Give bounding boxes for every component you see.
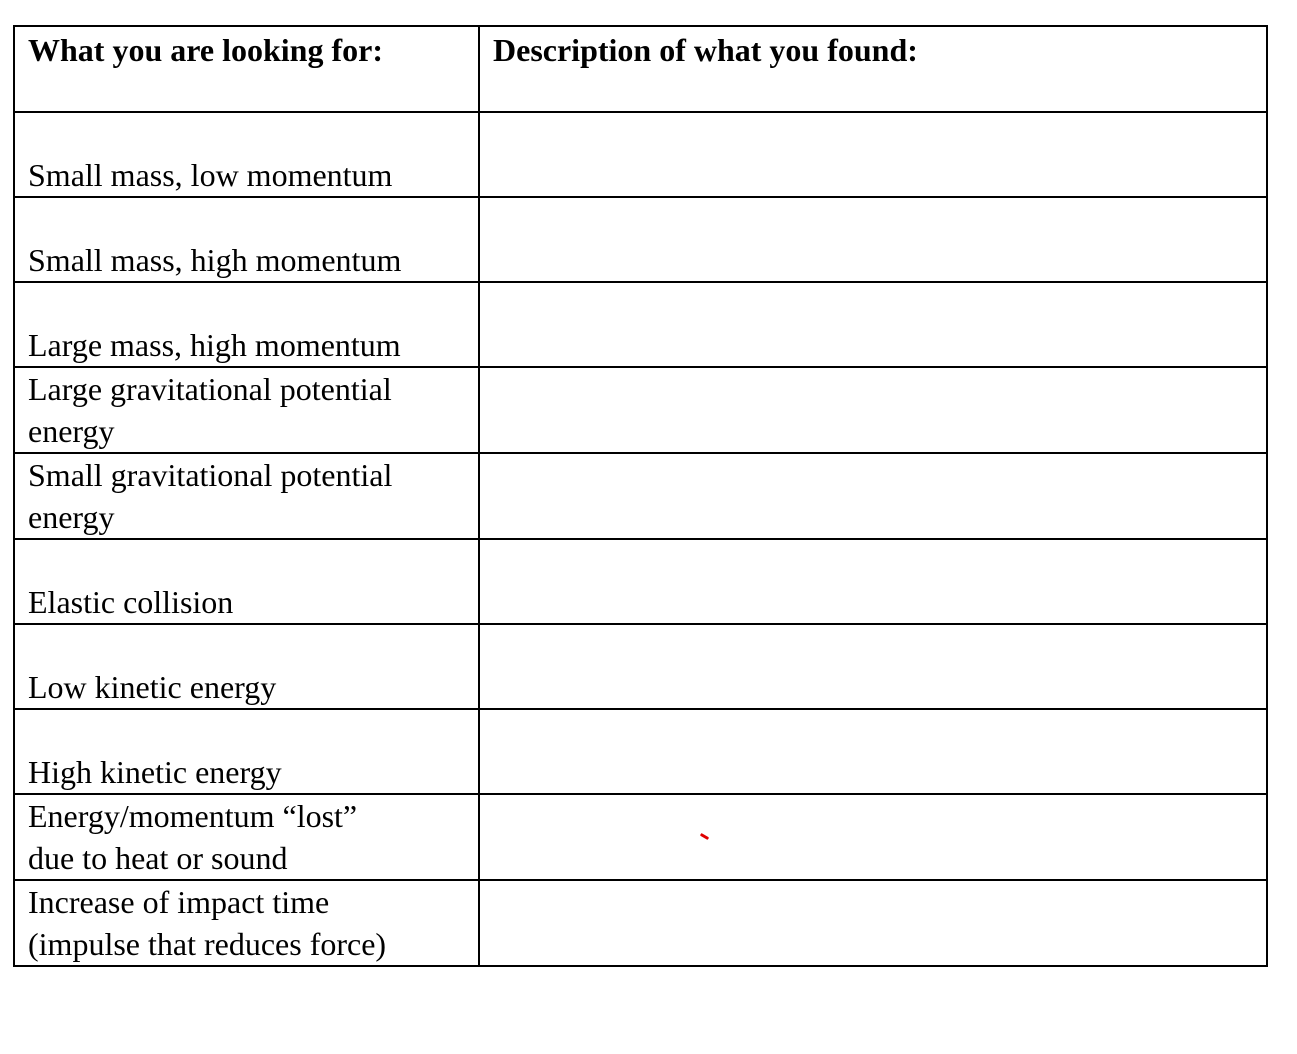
cell-line: High kinetic energy (28, 754, 282, 790)
description-cell[interactable] (479, 453, 1267, 539)
table-row (14, 367, 1267, 453)
header-description: Description of what you found: (479, 26, 1267, 112)
description-cell[interactable] (479, 709, 1267, 794)
table-row (14, 709, 1267, 794)
looking-for-cell (14, 794, 479, 880)
cell-line: energy (28, 413, 115, 449)
looking-for-cell (14, 367, 479, 453)
cell-line: Small mass, high momentum (28, 242, 402, 278)
cell-line: Energy/momentum “lost” (28, 798, 358, 834)
table-row (14, 453, 1267, 539)
looking-for-cell (14, 197, 479, 282)
looking-for-cell (14, 624, 479, 709)
looking-for-cell (14, 453, 479, 539)
cell-line: energy (28, 499, 115, 535)
looking-for-cell (14, 282, 479, 367)
looking-for-cell (14, 709, 479, 794)
cell-line: (impulse that reduces force) (28, 926, 387, 962)
table-row (14, 624, 1267, 709)
table-row (14, 197, 1267, 282)
description-cell[interactable] (479, 367, 1267, 453)
table-row (14, 539, 1267, 624)
cell-line: Small mass, low momentum (28, 157, 393, 193)
cell-line: Low kinetic energy (28, 669, 277, 705)
looking-for-cell (14, 539, 479, 624)
description-cell[interactable] (479, 624, 1267, 709)
table-row (14, 112, 1267, 197)
description-cell[interactable] (479, 282, 1267, 367)
scavenger-hunt-table (13, 25, 1268, 967)
cell-line: Large mass, high momentum (28, 327, 401, 363)
description-cell[interactable] (479, 112, 1267, 197)
table-row (14, 794, 1267, 880)
description-cell[interactable] (479, 539, 1267, 624)
cell-line: Large gravitational potential (28, 371, 392, 407)
cell-line: due to heat or sound (28, 840, 288, 876)
header-looking-for: What you are looking for: (14, 26, 479, 112)
cell-line: Small gravitational potential (28, 457, 393, 493)
looking-for-cell (14, 880, 479, 966)
cell-line: Increase of impact time (28, 884, 330, 920)
description-cell[interactable] (479, 880, 1267, 966)
description-cell[interactable] (479, 197, 1267, 282)
description-cell[interactable] (479, 794, 1267, 880)
red-pen-mark (700, 833, 709, 840)
header-row (14, 26, 1267, 112)
looking-for-cell (14, 112, 479, 197)
table-row (14, 880, 1267, 966)
table-row (14, 282, 1267, 367)
cell-line: Elastic collision (28, 584, 234, 620)
